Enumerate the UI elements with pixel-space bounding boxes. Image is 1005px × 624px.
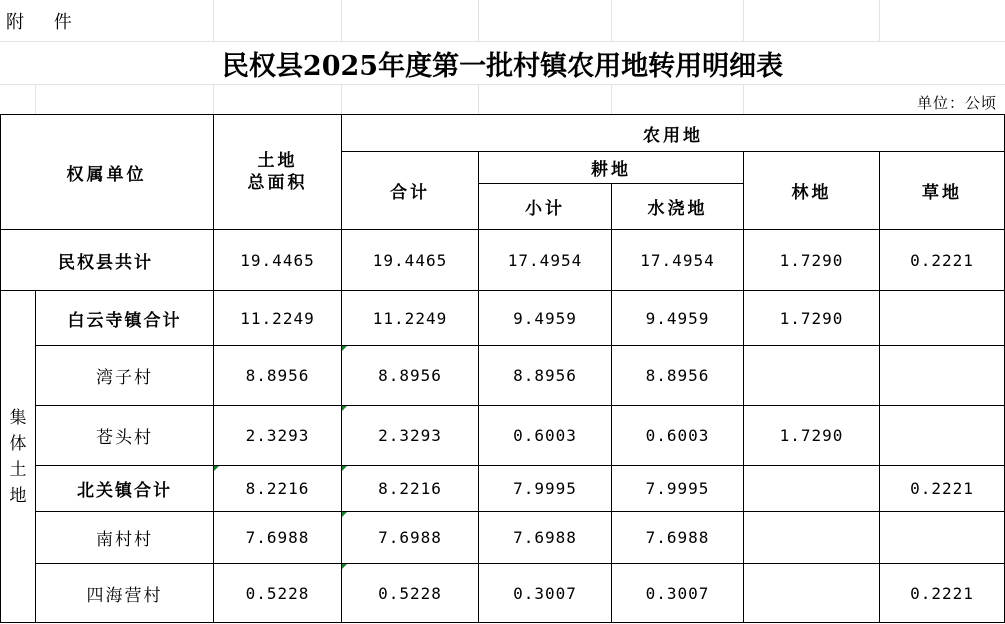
row-name-town-total: 白云寺镇合计 <box>67 310 182 331</box>
cell-total: 8.8956 <box>245 366 310 385</box>
cell-subtotal: 11.2249 <box>372 308 448 328</box>
gridline <box>611 0 612 41</box>
collective-char: 集 <box>9 407 27 428</box>
cell-irrigated: 0.3007 <box>645 583 710 603</box>
header-cultivated: 耕地 <box>591 160 631 180</box>
cell-total: 0.5228 <box>245 583 310 603</box>
collective-char: 地 <box>9 485 27 506</box>
cell-cultivated: 7.6988 <box>513 528 577 547</box>
cell-marker <box>342 346 347 351</box>
unit-label: 单位：公顷 <box>916 94 997 112</box>
cell-marker <box>342 466 347 471</box>
row-name-county-total: 民权县共计 <box>58 252 153 273</box>
gridline <box>341 0 342 41</box>
cell-forest <box>744 512 879 563</box>
attachment-label: 附 件 <box>6 12 84 33</box>
gridline <box>213 0 214 41</box>
gridline <box>478 84 479 114</box>
cell-cultivated: 0.6003 <box>513 426 577 445</box>
header-total-area-line1: 土地 <box>257 151 298 171</box>
gridline <box>743 0 744 41</box>
cell-cultivated: 17.4954 <box>507 250 583 270</box>
cell-grass: 0.2221 <box>910 583 974 603</box>
cell-subtotal: 0.5228 <box>378 583 442 603</box>
cell-total: 2.3293 <box>245 426 310 445</box>
cell-marker <box>214 466 219 471</box>
cell-subtotal: 8.2216 <box>378 479 442 498</box>
cell-subtotal: 7.6988 <box>378 528 442 547</box>
row-name-village: 苍头村 <box>96 428 153 448</box>
gridline <box>743 84 744 114</box>
cell-forest <box>744 564 879 622</box>
cell-grass <box>880 346 1004 405</box>
gridline <box>341 84 342 114</box>
cell-forest <box>744 466 879 511</box>
cell-irrigated: 0.6003 <box>645 426 710 445</box>
cell-total: 8.2216 <box>245 479 310 498</box>
cell-cultivated: 0.3007 <box>513 583 577 603</box>
cell-total: 11.2249 <box>240 308 315 328</box>
cell-irrigated: 7.9995 <box>645 479 710 498</box>
cell-forest: 1.7290 <box>779 426 844 445</box>
header-farm-land: 农用地 <box>643 125 703 146</box>
header-forest: 林地 <box>791 183 832 203</box>
cell-grass: 0.2221 <box>910 479 974 498</box>
collective-char: 体 <box>9 433 27 454</box>
row-name-village: 湾子村 <box>96 368 153 388</box>
cell-cultivated: 9.4959 <box>513 308 577 328</box>
cell-irrigated: 8.8956 <box>645 366 710 385</box>
cell-irrigated: 9.4959 <box>645 308 710 328</box>
table-title: 民权县2025年度第一批村镇农用地转用明细表 <box>221 50 784 82</box>
gridline <box>611 84 612 114</box>
cell-subtotal: 2.3293 <box>378 426 442 445</box>
row-name-village: 南村村 <box>96 530 153 550</box>
row-name-town-total: 北关镇合计 <box>77 481 172 501</box>
cell-irrigated: 7.6988 <box>645 528 710 547</box>
header-owner: 权属单位 <box>66 164 147 185</box>
header-total-area-line2: 总面积 <box>247 173 308 193</box>
header-total-area <box>214 115 341 229</box>
header-subtotal: 合计 <box>390 183 430 203</box>
cell-grass <box>880 406 1004 465</box>
gridline <box>879 0 880 41</box>
table-border <box>0 622 1005 623</box>
gridline <box>35 84 36 114</box>
cell-forest <box>744 346 879 405</box>
gridline <box>0 84 1005 85</box>
cell-marker <box>342 564 347 569</box>
cell-grass: 0.2221 <box>910 250 974 270</box>
cell-cultivated: 7.9995 <box>513 479 577 498</box>
collective-char: 土 <box>9 459 27 480</box>
row-name-village: 四海营村 <box>86 585 163 606</box>
header-cultivated-subtotal: 小计 <box>525 199 565 219</box>
cell-forest: 1.7290 <box>779 308 844 328</box>
gridline <box>478 0 479 41</box>
cell-cultivated: 8.8956 <box>513 366 577 385</box>
cell-subtotal: 19.4465 <box>372 250 448 270</box>
cell-subtotal: 8.8956 <box>378 366 442 385</box>
collective-land-label <box>1 291 35 622</box>
cell-marker <box>342 406 347 411</box>
cell-grass <box>880 291 1004 345</box>
cell-grass <box>880 512 1004 563</box>
cell-marker <box>342 512 347 517</box>
cell-total: 19.4465 <box>240 250 315 270</box>
cell-total: 7.6988 <box>245 528 310 547</box>
cell-forest: 1.7290 <box>779 250 844 270</box>
header-grass: 草地 <box>922 183 962 203</box>
gridline <box>213 84 214 114</box>
cell-irrigated: 17.4954 <box>640 250 715 270</box>
header-irrigated: 水浇地 <box>647 199 708 219</box>
